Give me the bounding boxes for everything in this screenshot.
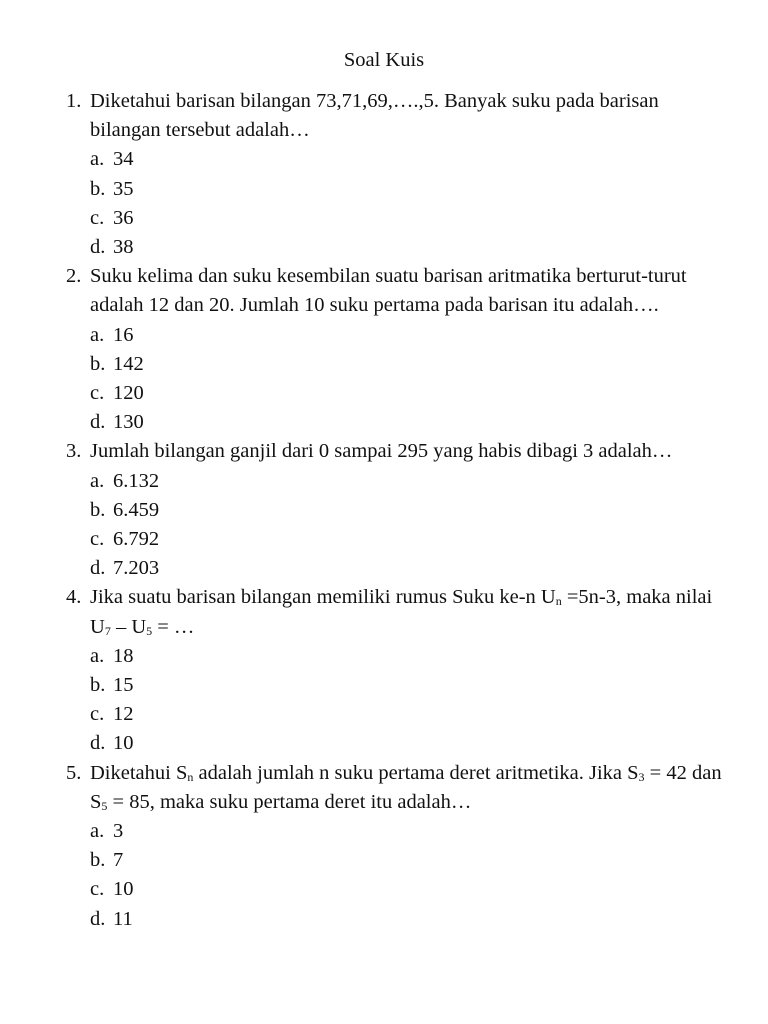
option-letter: c. [90, 382, 105, 405]
option-letter: d. [90, 236, 106, 259]
answer-option [66, 175, 726, 204]
option-text: 34 [113, 148, 134, 171]
answer-option [66, 321, 726, 350]
question-item [66, 583, 726, 641]
option-text: 7.203 [113, 557, 160, 580]
option-text: 36 [113, 206, 134, 229]
question-text [90, 87, 726, 145]
question-item [66, 759, 726, 817]
option-letter: c. [90, 528, 105, 551]
option-text: 6.459 [113, 498, 160, 521]
option-text: 7 [113, 849, 124, 872]
answer-option [66, 467, 726, 496]
question-text-part: = 85, maka suku pertama deret itu adalah… [107, 790, 472, 813]
question-text-part: = … [152, 615, 195, 638]
question-text [90, 262, 726, 320]
answer-option [66, 671, 726, 700]
subscript-text: n [555, 594, 562, 609]
option-text: 10 [113, 878, 134, 901]
option-text: 38 [113, 236, 134, 259]
option-letter: b. [90, 674, 106, 697]
option-letter: c. [90, 703, 105, 726]
answer-option [66, 700, 726, 729]
question-text-part: Suku kelima dan suku kesembilan suatu barisan aritmatika berturut-turut adalah 12 dan 20. Jumlah 10 suku pertama pada barisan itu adalah…. [90, 265, 687, 317]
subscript-text: 7 [104, 623, 111, 638]
answer-option [66, 350, 726, 379]
option-letter: b. [90, 177, 106, 200]
answer-option [66, 233, 726, 262]
question-text-part: =5n-3, maka nilai U [90, 586, 713, 638]
option-letter: a. [90, 148, 105, 171]
question-item [66, 437, 726, 466]
question-text-part: Jumlah bilangan ganjil dari 0 sampai 295 yang habis dibagi 3 adalah… [90, 440, 673, 463]
option-letter: a. [90, 323, 105, 346]
option-letter: b. [90, 352, 106, 375]
answer-option [66, 145, 726, 174]
question-text [90, 437, 726, 466]
question-item [66, 87, 726, 145]
option-letter: d. [90, 732, 106, 755]
option-letter: b. [90, 849, 106, 872]
option-text: 35 [113, 177, 134, 200]
subscript-text: n [187, 769, 194, 784]
option-text: 18 [113, 644, 134, 667]
answer-option [66, 846, 726, 875]
answer-option [66, 525, 726, 554]
answer-option [66, 204, 726, 233]
answer-option [66, 379, 726, 408]
question-number: 3. [66, 440, 82, 463]
question-number: 1. [66, 90, 82, 112]
answer-option [66, 905, 726, 934]
question-number: 2. [66, 265, 82, 288]
answer-option [66, 875, 726, 904]
answer-option [66, 729, 726, 758]
option-text: 6.132 [113, 469, 160, 492]
option-text: 142 [113, 352, 144, 375]
question-text-part: adalah jumlah n suku pertama deret aritmetika. Jika S [193, 761, 639, 784]
question-text-part: Diketahui S [90, 761, 188, 784]
question-number: 5. [66, 761, 82, 784]
option-text: 130 [113, 411, 144, 434]
option-letter: d. [90, 557, 106, 580]
option-text: 11 [113, 907, 133, 930]
question-text-part: Jika suatu barisan bilangan memiliki rumus Suku ke-n U [90, 586, 556, 609]
option-letter: a. [90, 644, 105, 667]
option-letter: a. [90, 469, 105, 492]
quiz-list [66, 87, 726, 934]
option-text: 6.792 [113, 528, 160, 551]
answer-option [66, 496, 726, 525]
answer-option [66, 817, 726, 846]
subscript-text: 5 [146, 623, 153, 638]
option-text: 15 [113, 674, 134, 697]
question-number: 4. [66, 586, 82, 609]
question-text-part: Diketahui barisan bilangan 73,71,69,….,5. Banyak suku pada barisan bilangan tersebut adalah… [90, 90, 659, 142]
subscript-text: 5 [101, 798, 108, 813]
subscript-text: 3 [638, 769, 645, 784]
page-title: Soal Kuis [343, 49, 425, 71]
question-text [90, 583, 726, 641]
option-letter: b. [90, 498, 106, 521]
option-letter: d. [90, 411, 106, 434]
option-text: 10 [113, 732, 134, 755]
option-text: 16 [113, 323, 134, 346]
question-item [66, 262, 726, 320]
question-text [90, 759, 726, 817]
option-letter: c. [90, 878, 105, 901]
question-text-part: – U [110, 615, 147, 638]
option-letter: c. [90, 206, 105, 229]
answer-option [66, 642, 726, 671]
question-text-part: = 42 dan S [90, 761, 722, 813]
option-text: 3 [113, 820, 124, 843]
option-letter: d. [90, 907, 106, 930]
answer-option [66, 408, 726, 437]
option-text: 12 [113, 703, 134, 726]
option-text: 120 [113, 382, 144, 405]
answer-option [66, 554, 726, 583]
option-letter: a. [90, 820, 105, 843]
